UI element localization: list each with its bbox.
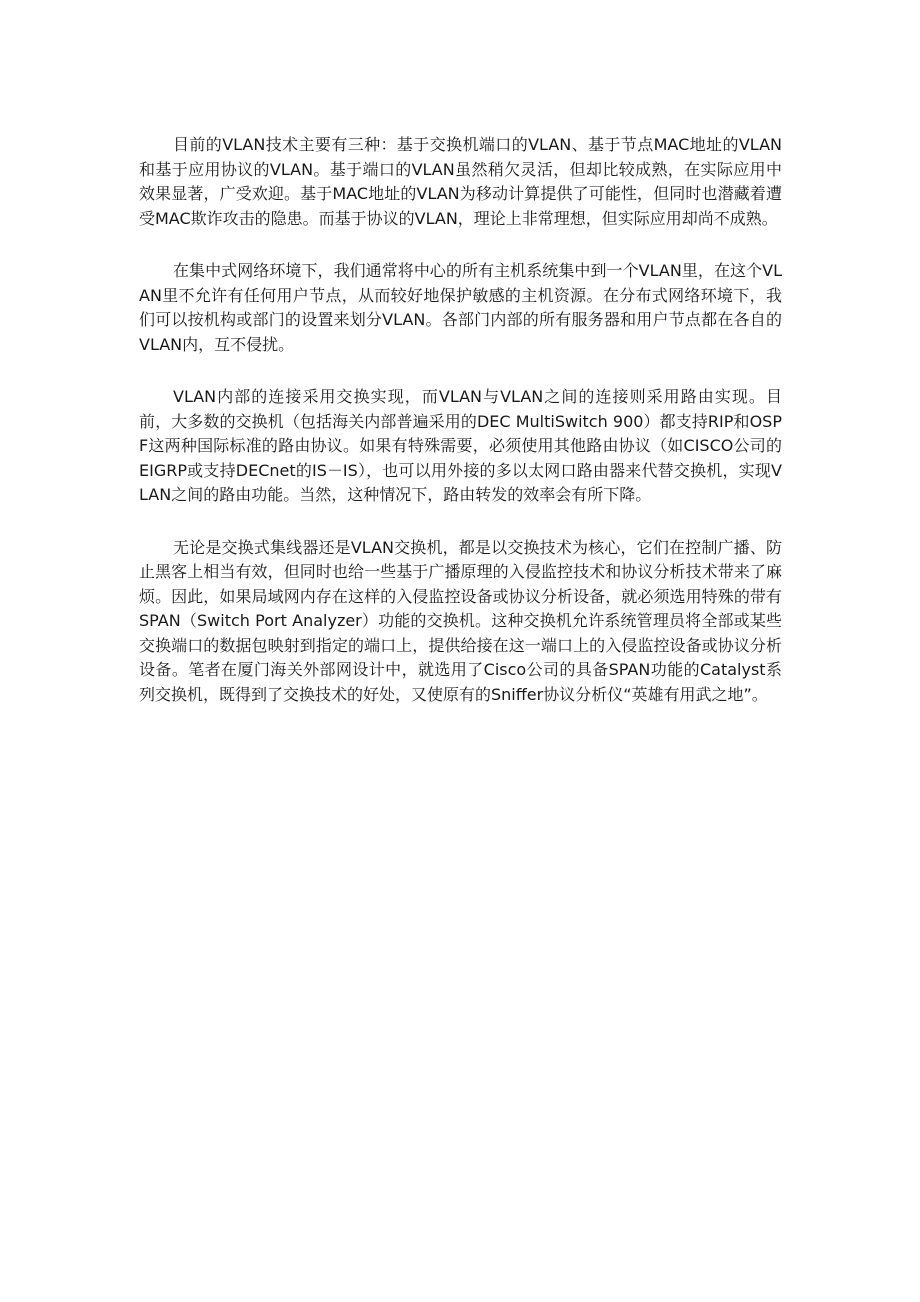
document-body xyxy=(139,133,782,735)
paragraph-span-switch: 无论是交换式集线器还是VLAN交换机，都是以交换技术为核心，它们在控制广播、防止黑客上相当有效，但同时也给一些基于广播原理的入侵监控技术和协议分析技术带来了麻烦。因此，如果局域网内存在这样的入侵监控设备或协议分析设备，就必须选用特殊的带有SPAN（Switch Port Analyzer）功能的交换机。这种交换机允许系统管理员将全部或某些交换端口的数据包映射到指定的端口上，提供给接在这一端口上的入侵监控设备或协议分析设备。笔者在厦门海关外部网设计中，就选用了Cisco公司的具备SPAN功能的Catalyst系列交换机，既得到了交换技术的好处，又使原有的Sniffer协议分析仪“英雄有用武之地”。 xyxy=(139,537,782,704)
paragraph-vlan-types: 目前的VLAN技术主要有三种：基于交换机端口的VLAN、基于节点MAC地址的VLAN和基于应用协议的VLAN。基于端口的VLAN虽然稍欠灵活，但却比较成熟，在实际应用中效果显著，广受欢迎。基于MAC地址的VLAN为移动计算提供了可能性，但同时也潜藏着遭受MAC欺诈攻击的隐患。而基于协议的VLAN，理论上非常理想，但实际应用却尚不成熟。 xyxy=(139,135,782,228)
paragraph-vlan-routing: VLAN内部的连接采用交换实现，而VLAN与VLAN之间的连接则采用路由实现。目前，大多数的交换机（包括海关内部普遍采用的DEC MultiSwitch 900）都支持RIP和OSPF这两种国际标准的路由协议。如果有特殊需要，必须使用其他路由协议（如CISCO公司的EIGRP或支持DECnet的IS－IS），也可以用外接的多以太网口路由器来代替交换机，实现VLAN之间的路由功能。当然，这种情况下，路由转发的效率会有所下降。 xyxy=(139,387,782,504)
paragraph-centralized-network: 在集中式网络环境下，我们通常将中心的所有主机系统集中到一个VLAN里，在这个VLAN里不允许有任何用户节点，从而较好地保护敏感的主机资源。在分布式网络环境下，我们可以按机构或部门的设置来划分VLAN。各部门内部的所有服务器和用户节点都在各自的VLAN内，互不侵扰。 xyxy=(139,261,782,354)
